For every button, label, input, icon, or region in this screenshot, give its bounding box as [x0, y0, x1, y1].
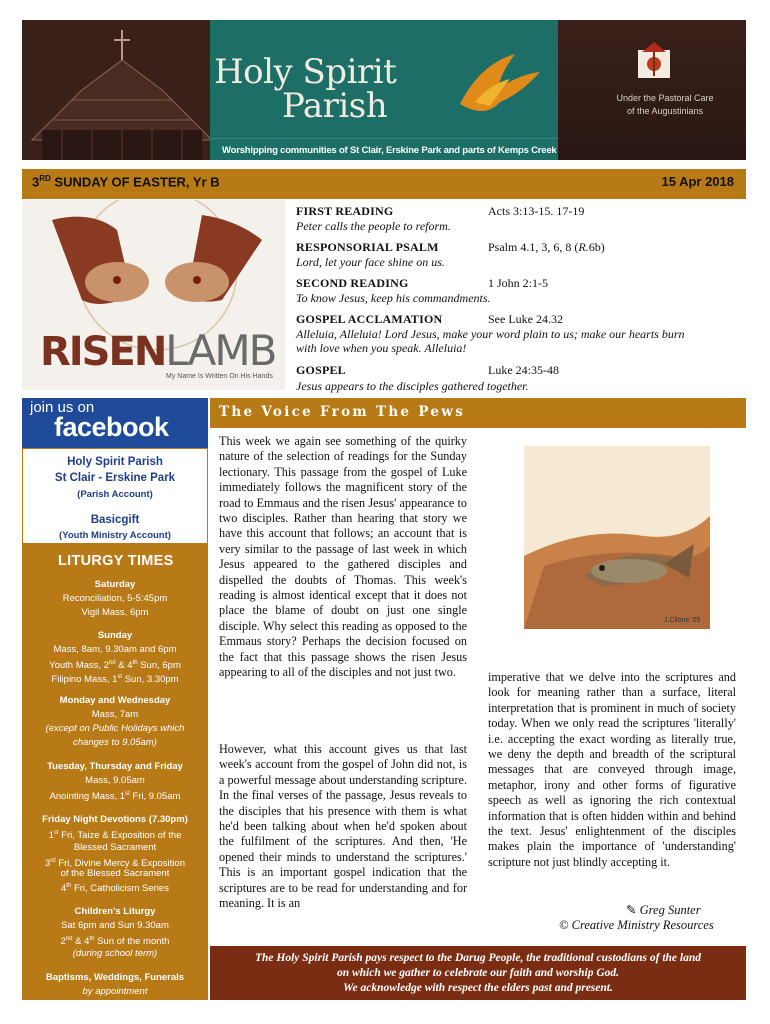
- liturgy-times-title: LITURGY TIMES: [58, 553, 174, 569]
- psalm-ref: Psalm 4.1, 3, 6, 8 (R.6b): [488, 240, 605, 254]
- monwed-heading: Monday and Wednesday: [59, 695, 171, 706]
- reading1-ref: Acts 3:13-15. 17-19: [488, 204, 585, 218]
- credit-line: © Creative Ministry Resources: [559, 918, 714, 932]
- monwed-line3: changes to 9.05am): [73, 737, 157, 748]
- voice-col1-para1: This week we again see something of the quirky nature of the selection of readings for the Sunday lectionary. This passage from the gospel of Luke immediately follows the magnificent story of the road to Emmaus and the risen Jesus' appearance to two disciples. Rather than hearing that story we have this account that follows; an account that is very similar to the passage of last week in which Jesus appeared to the gathered disciples and dispelled the doubts of Thomas. This week's reading is almost identical except that it does not place the blame of doubt on just one single disciple. Why select this reading as opposed to the Emmaus story? Perhaps the decision focused on the fact that this passage shows the risen Jesus appearing to all of the disciples and not just two.: [219, 434, 467, 680]
- friday-heading: Friday Night Devotions (7.30pm): [42, 814, 188, 825]
- reading2-heading: SECOND READING: [296, 276, 409, 290]
- parish-title-line1: Holy Spirit: [214, 52, 397, 92]
- fish-artwork: [524, 446, 710, 629]
- facebook-logo-text: facebook: [54, 412, 169, 442]
- reading1-heading: FIRST READING: [296, 204, 394, 218]
- author-signature: ✎ Greg Sunter: [626, 903, 701, 917]
- parish-name: Holy Spirit Parish: [67, 456, 163, 468]
- pastoral-line1: Under the Pastoral Care: [616, 93, 714, 103]
- saturday-heading: Saturday: [94, 579, 136, 590]
- pastoral-care-text: [590, 92, 740, 118]
- gospel-ref: Luke 24:35-48: [488, 363, 559, 377]
- risen-lamb-subtitle: My Name Is Written On His Hands: [166, 373, 273, 380]
- parish-account-label: (Parish Account): [77, 489, 153, 500]
- fish-credit: J.Cilone '05: [664, 617, 701, 624]
- pen-icon: ✎: [626, 903, 640, 917]
- sunday-line3: Filipino Mass, 1st Sun, 3.30pm: [51, 674, 179, 686]
- gospel-heading: GOSPEL: [296, 363, 346, 377]
- friday-line1: 1st Fri, Taize & Exposition of the: [48, 830, 182, 842]
- acknowledgement-line1: The Holy Spirit Parish pays respect to the Darug People, the traditional custodians of the land: [255, 952, 701, 964]
- saturday-line1: Reconciliation, 5-5:45pm: [62, 593, 168, 604]
- parish-place: St Clair - Erskine Park: [54, 472, 176, 484]
- fish-illustration: [524, 446, 710, 629]
- psalm-text: Lord, let your face shine on us.: [296, 255, 445, 269]
- augustinian-logo: [632, 38, 676, 82]
- children-line3: (during school term): [72, 948, 158, 959]
- youth-account-label: (Youth Ministry Account): [59, 530, 171, 541]
- tagline: Worshipping communities of St Clair, Erskine Park and parts of Kemps Creek: [222, 145, 557, 156]
- acclamation-text-line1: Alleluia, Alleluia! Lord Jesus, make your word plain to us; make our hearts burn: [296, 327, 685, 341]
- parish-title-line2: Parish: [282, 86, 388, 126]
- children-line2: 2nd & 4th Sun of the month: [60, 936, 170, 948]
- friday-line2: Blessed Sacrament: [73, 842, 157, 853]
- church-illustration: [22, 20, 222, 160]
- monwed-line2: (except on Public Holidays which: [45, 723, 185, 734]
- friday-line3: 3rd Fri, Divine Mercy & Exposition: [45, 858, 185, 870]
- tuethu-line2: Anointing Mass, 1st Fri, 9.05am: [49, 791, 181, 803]
- acknowledgement-line3: We acknowledge with respect the elders past and present.: [343, 982, 613, 994]
- gospel-text: Jesus appears to the disciples gathered together.: [296, 379, 529, 393]
- saturday-line2: Vigil Mass, 6pm: [81, 607, 149, 618]
- sunday-heading: Sunday: [97, 630, 133, 641]
- tuethu-line1: Mass, 9.05am: [85, 775, 145, 786]
- sunday-line2: Youth Mass, 2nd & 4th Sun, 6pm: [49, 660, 181, 672]
- sacraments-line1: by appointment: [82, 986, 148, 997]
- friday-line5: 4th Fri, Catholicism Series: [61, 883, 169, 895]
- facebook-join-text: join us on: [30, 399, 95, 416]
- sacraments-heading: Baptisms, Weddings, Funerals: [45, 972, 185, 983]
- tuethu-heading: Tuesday, Thursday and Friday: [47, 761, 183, 772]
- bulletin-date: 15 Apr 2018: [661, 174, 734, 189]
- acclamation-text-line2: with love when you speak. Alleluia!: [296, 341, 467, 355]
- voice-col2-para1: imperative that we delve into the scriptures and look for meaning rather than a surface, literal interpretation that is prominent in much of society today. When we only read the scriptures 'literally' i.e. accepting the exact wording as literally true, we deny the depth and breadth of the scriptural messages that are conveyed through image, metaphor, irony and other forms of figurative speech as well as ignoring the rich contextual information that is often hidden within and behind the text. Jesus' enlightenment of the disciples makes plain the importance of 'understanding' scripture not just blindly accepting it.: [488, 670, 736, 869]
- acclamation-heading: GOSPEL ACCLAMATION: [296, 312, 443, 326]
- sunday-line1: Mass, 8am, 9.30am and 6pm: [53, 644, 177, 655]
- risen-lamb-wordmark: RISENLAMB: [40, 326, 276, 375]
- monwed-line1: Mass, 7am: [91, 709, 139, 720]
- holy-spirit-dove-icon: [440, 44, 550, 124]
- pastoral-line2: of the Augustinians: [626, 106, 704, 116]
- psalm-heading: RESPONSORIAL PSALM: [296, 240, 439, 254]
- voice-col1-para2: However, what this account gives us that last week's account from the gospel of John did not, is a powerful message about understanding scripture. In the final verses of the passage, Jesus reveals to the disciples that his presence with them is what he'd been talking about when he'd spoken about the fulfilment of the scriptures. And then, 'He opened their minds to understand the scriptures.' This is an important gospel indication that the scriptures are to be read for understanding and for meaning. It is an: [219, 742, 467, 911]
- sunday-title: 3RD SUNDAY OF EASTER, Yr B: [32, 174, 220, 190]
- children-line1: Sat 6pm and Sun 9.30am: [61, 920, 169, 931]
- friday-line4: of the Blessed Sacrament: [60, 868, 170, 879]
- acknowledgement-line2: on which we gather to celebrate our faith and worship God.: [336, 967, 620, 979]
- basicgift-name: Basicgift: [90, 514, 140, 526]
- reading2-text: To know Jesus, keep his commandments.: [296, 291, 491, 305]
- reading1-text: Peter calls the people to reform.: [296, 219, 451, 233]
- acclamation-ref: See Luke 24.32: [488, 312, 563, 326]
- voice-title: The Voice From The Pews: [219, 404, 466, 420]
- reading2-ref: 1 John 2:1-5: [488, 276, 548, 290]
- children-heading: Children's Liturgy: [74, 906, 156, 917]
